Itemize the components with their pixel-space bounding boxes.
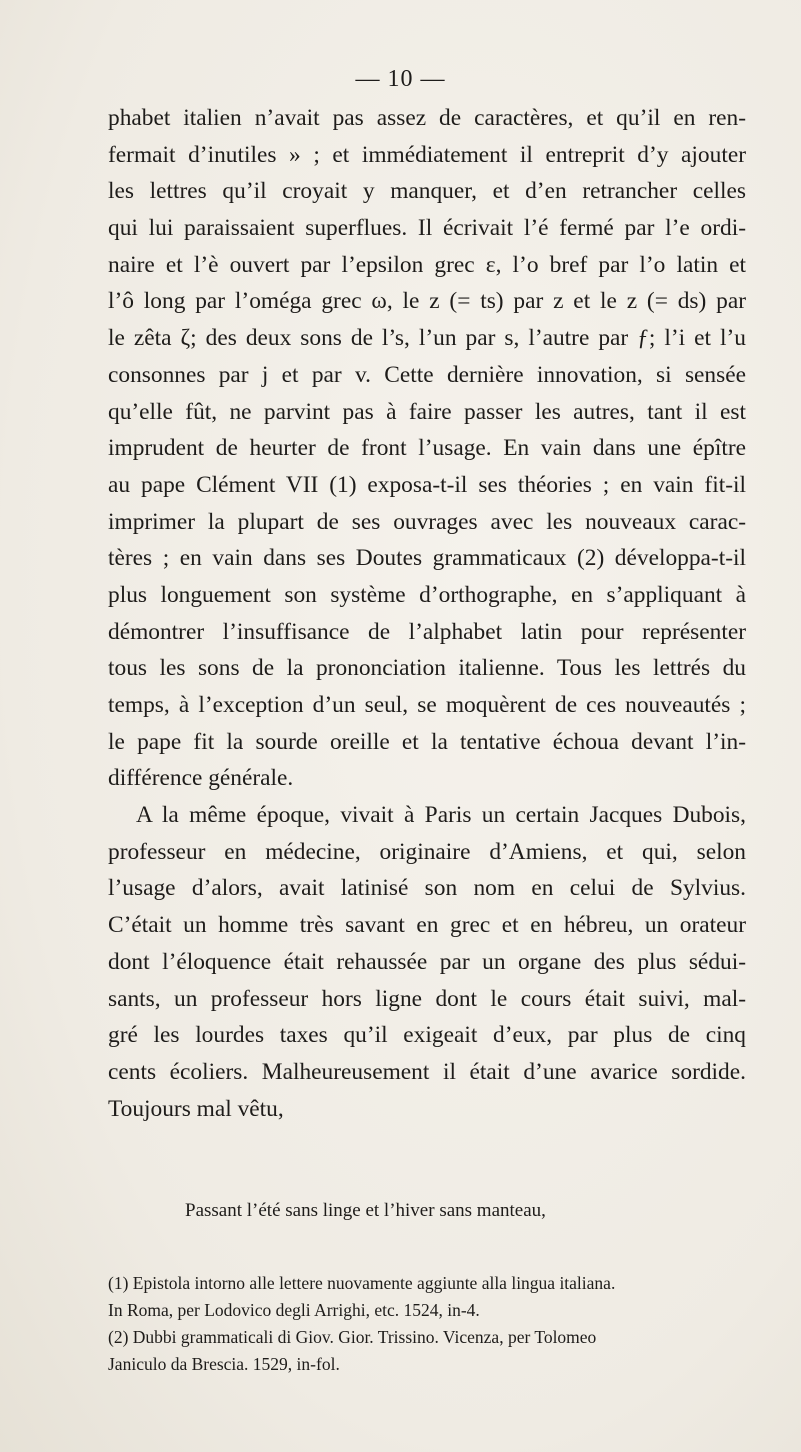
text-line: fermait d’inutiles » ; et immédiatement il entreprit d’y ajouter (108, 141, 746, 168)
text-line: consonnes par j et par v. Cette dernière innovation, si sensée (108, 361, 746, 388)
text-line: naire et l’è ouvert par l’epsilon grec ε, l’o bref par l’o latin et (108, 251, 746, 278)
text-line: les lettres qu’il croyait y manquer, et d’en retrancher celles (108, 178, 746, 205)
text-line: temps, à l’exception d’un seul, se moquèrent de ces nouveautés ; (108, 692, 746, 718)
footnote-line: (2) Dubbi grammaticali di Giov. Gior. Trissino. Vicenza, per Tolomeo (108, 1327, 597, 1347)
text-line: sants, un professeur hors ligne dont le cours était suivi, mal- (108, 985, 746, 1012)
text-line: différence générale. (108, 765, 294, 792)
text-line: A la même époque, vivait à Paris un certain Jacques Dubois, (136, 802, 746, 829)
text-line: tères ; en vain dans ses Doutes grammaticaux (2) développa-t-il (108, 545, 746, 572)
verse-quote: Passant l’été sans linge et l’hiver sans manteau, (185, 1200, 546, 1221)
text-line: le pape fit la sourde oreille et la tentative échoua devant l’in- (108, 728, 746, 755)
text-line: phabet italien n’avait pas assez de caractères, et qu’il en ren- (108, 105, 746, 131)
footnotes (108, 1270, 746, 1378)
text-line: tous les sons de la prononciation italienne. Tous les lettrés du (108, 655, 746, 682)
text-line: qu’elle fût, ne parvint pas à faire passer les autres, tant il est (108, 398, 746, 425)
text-line: C’était un homme très savant en grec et en hébreu, un orateur (108, 912, 746, 939)
text-line: au pape Clément VII (1) exposa-t-il ses théories ; en vain fit-il (108, 471, 746, 498)
footnote-line: In Roma, per Lodovico degli Arrighi, etc. 1524, in-4. (108, 1300, 480, 1320)
footnote-line: Janiculo da Brescia. 1529, in-fol. (108, 1354, 340, 1374)
body-text (108, 100, 746, 1127)
text-line: imprudent de heurter de front l’usage. En vain dans une épître (108, 435, 746, 462)
footnote-line: (1) Epistola intorno alle lettere nuovamente aggiunte alla lingua italiana. (108, 1273, 616, 1293)
text-line: gré les lourdes taxes qu’il exigeait d’eux, par plus de cinq (108, 1022, 746, 1049)
text-line: l’ô long par l’oméga grec ω, le z (= ts) par z et le z (= ds) par (108, 288, 746, 315)
text-line: professeur en médecine, originaire d’Amiens, et qui, selon (108, 838, 746, 865)
text-line: qui lui paraissaient superflues. Il écrivait l’é fermé par l’e ordi- (108, 215, 746, 242)
text-line: Toujours mal vêtu, (108, 1095, 284, 1122)
text-line: imprimer la plupart de ses ouvrages avec les nouveaux carac- (108, 508, 746, 535)
page-number: — 10 — (355, 66, 446, 92)
text-line: cents écoliers. Malheureusement il était d’une avarice sordide. (108, 1058, 746, 1085)
text-line: l’usage d’alors, avait latinisé son nom en celui de Sylvius. (108, 875, 746, 902)
text-line: dont l’éloquence était rehaussée par un organe des plus sédui- (108, 948, 746, 975)
text-line: démontrer l’insuffisance de l’alphabet latin pour représenter (108, 618, 746, 645)
text-line: plus longuement son système d’orthographe, en s’appliquant à (108, 581, 746, 608)
text-line: le zêta ζ; des deux sons de l’s, l’un par s, l’autre par ƒ; l’i et l’u (108, 325, 746, 352)
